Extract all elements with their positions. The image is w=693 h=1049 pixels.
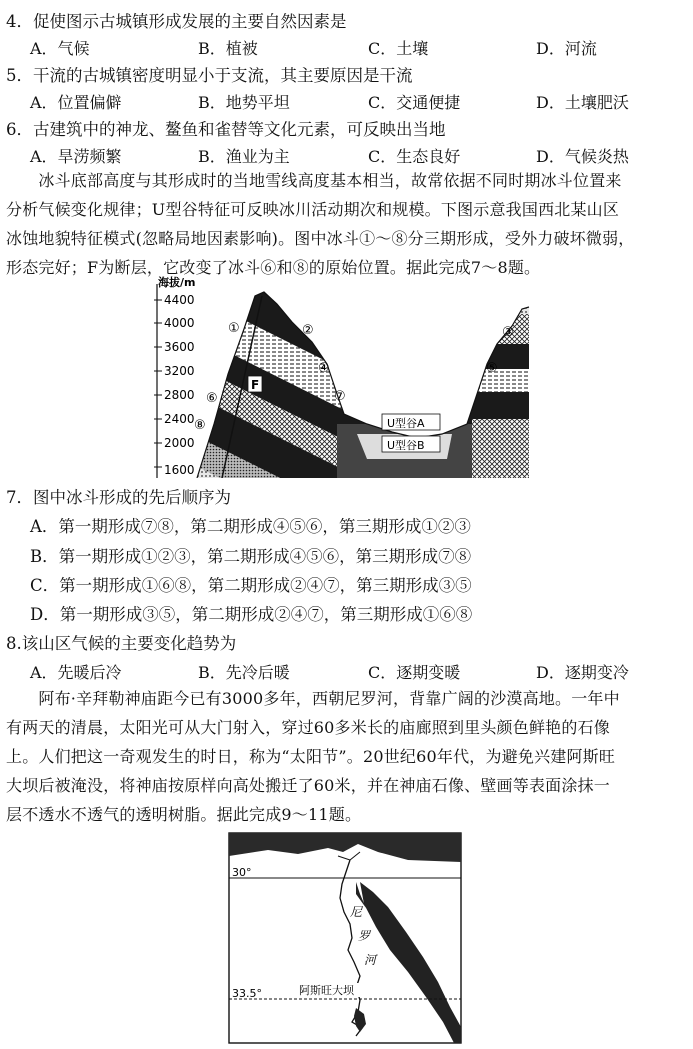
map-frame [229,833,461,1043]
y-ticks [154,293,195,477]
u-valley-b-label: U型谷B [387,439,425,452]
tick [154,316,195,330]
passage-line: 阿布·辛拜勒神庙距今已有3000多年，西朝尼罗河，背靠广阔的沙漠高地。一年中 [6,689,620,708]
cirque-8: ⑧ [194,418,206,433]
option-d: D．河流 [536,39,597,58]
question-7-option-c: C．第一期形成①⑥⑧，第二期形成②④⑦，第三期形成③⑤ [30,576,472,595]
option-c: C．交通便捷 [368,93,461,112]
rock-strata [192,274,532,478]
option-b: B．地势平坦 [198,93,290,112]
tick-label: 2800 [164,388,195,402]
option-d: D．土壤肥沃 [536,93,629,112]
tick-label: 3600 [164,340,195,354]
question-7-option-a: A．第一期形成⑦⑧，第二期形成④⑤⑥，第三期形成①②③ [30,517,471,536]
river-char: 河 [364,953,377,967]
option-b: B．渔业为主 [198,147,290,166]
question-5-options [30,90,680,114]
u-valley-b [382,436,440,452]
option-c: C．逐期变暖 [368,663,461,682]
axis-title: 海拔/m [158,276,196,289]
cirque-5: ⑤ [486,361,498,376]
tick [154,388,195,402]
option-b: B．先冷后暖 [198,663,290,682]
tick [154,463,195,477]
tick [154,364,195,378]
option-a: A．气候 [30,39,90,58]
cirque-2: ② [302,323,314,338]
question-6-stem: 6．古建筑中的神龙、鳌鱼和雀替等文化元素，可反映出当地 [6,120,446,139]
passage-line: 形态完好；F为断层，它改变了冰斗⑥和⑧的原始位置。据此完成7～8题。 [6,258,541,277]
tick [154,436,195,450]
u-valley-a [382,414,440,430]
river-char: 罗 [358,929,371,943]
question-4-stem: 4．促使图示古城镇形成发展的主要自然因素是 [6,12,347,31]
passage-line: 层不透水不透气的透明树脂。据此完成9～11题。 [6,805,362,824]
cirque-6: ⑥ [206,391,218,406]
passage-line: 冰斗底部高度与其形成时的当地雪线高度基本相当，故常依据不同时期冰斗位置来 [6,171,622,190]
option-a: A．旱涝频繁 [30,147,122,166]
passage-line: 大坝后被淹没，将神庙按原样向高处搬迁了60米，并在神庙石像、壁画等表面涂抹一 [6,776,610,795]
tick-label: 2000 [164,436,195,450]
cirque-1: ① [228,321,240,336]
fault-label: F [251,378,260,392]
tick [154,412,195,426]
tick [154,340,195,354]
cirque-7: ⑦ [334,389,346,404]
cirque-3: ③ [502,325,514,340]
cirque-4: ④ [318,361,330,376]
question-6-options [30,144,680,168]
tick-label: 2400 [164,412,195,426]
option-b: B．植被 [198,39,258,58]
passage-line: 上。人们把这一奇观发生的时日，称为“太阳节”。20世纪60年代，为避免兴建阿斯旺 [6,747,616,766]
question-7-stem: 7．图中冰斗形成的先后顺序为 [6,488,231,507]
question-7-option-b: B．第一期形成①②③，第二期形成④⑤⑥，第三期形成⑦⑧ [30,547,472,566]
passage-temple [6,684,686,829]
question-4-options [30,36,680,60]
tick-label: 4400 [164,293,195,307]
passage-line: 有两天的清晨，太阳光可从大门射入，穿过60多米长的庙廊照到里头颜色鲜艳的石像 [6,718,610,737]
tick-label: 1600 [164,463,195,477]
question-7-option-d: D．第一期形成③⑤，第二期形成②④⑦，第三期形成①⑥⑧ [30,605,473,624]
option-a: A．先暖后冷 [30,663,122,682]
question-8-stem: 8.该山区气候的主要变化趋势为 [6,634,237,653]
tick-label: 3200 [164,364,195,378]
glacial-landform-figure [152,274,532,478]
river-char: 尼 [350,905,363,919]
nile-map-figure [228,832,462,1044]
aswan-dam-label: 阿斯旺大坝 [299,984,354,997]
tick-label: 4000 [164,316,195,330]
option-d: D．逐期变冷 [536,663,629,682]
option-c: C．生态良好 [368,147,461,166]
passage-line: 分析气候变化规律；U型谷特征可反映冰川活动期次和规模。下图示意我国西北某山区 [6,200,620,219]
passage-line: 冰蚀地貌特征模式(忽略局地因素影响)。图中冰斗①～⑧分三期形成，受外力破坏微弱， [6,229,635,248]
question-5-stem: 5．干流的古城镇密度明显小于支流，其主要原因是干流 [6,66,413,85]
passage-glacier [6,166,686,282]
option-d: D．气候炎热 [536,147,629,166]
option-c: C．土壤 [368,39,429,58]
lat-33-5-label: 33.5° [232,987,262,1000]
u-valley-a-label: U型谷A [387,417,425,430]
option-a: A．位置偏僻 [30,93,122,112]
question-8-options [30,660,680,684]
lat-30-label: 30° [232,866,252,879]
tick [154,293,195,307]
